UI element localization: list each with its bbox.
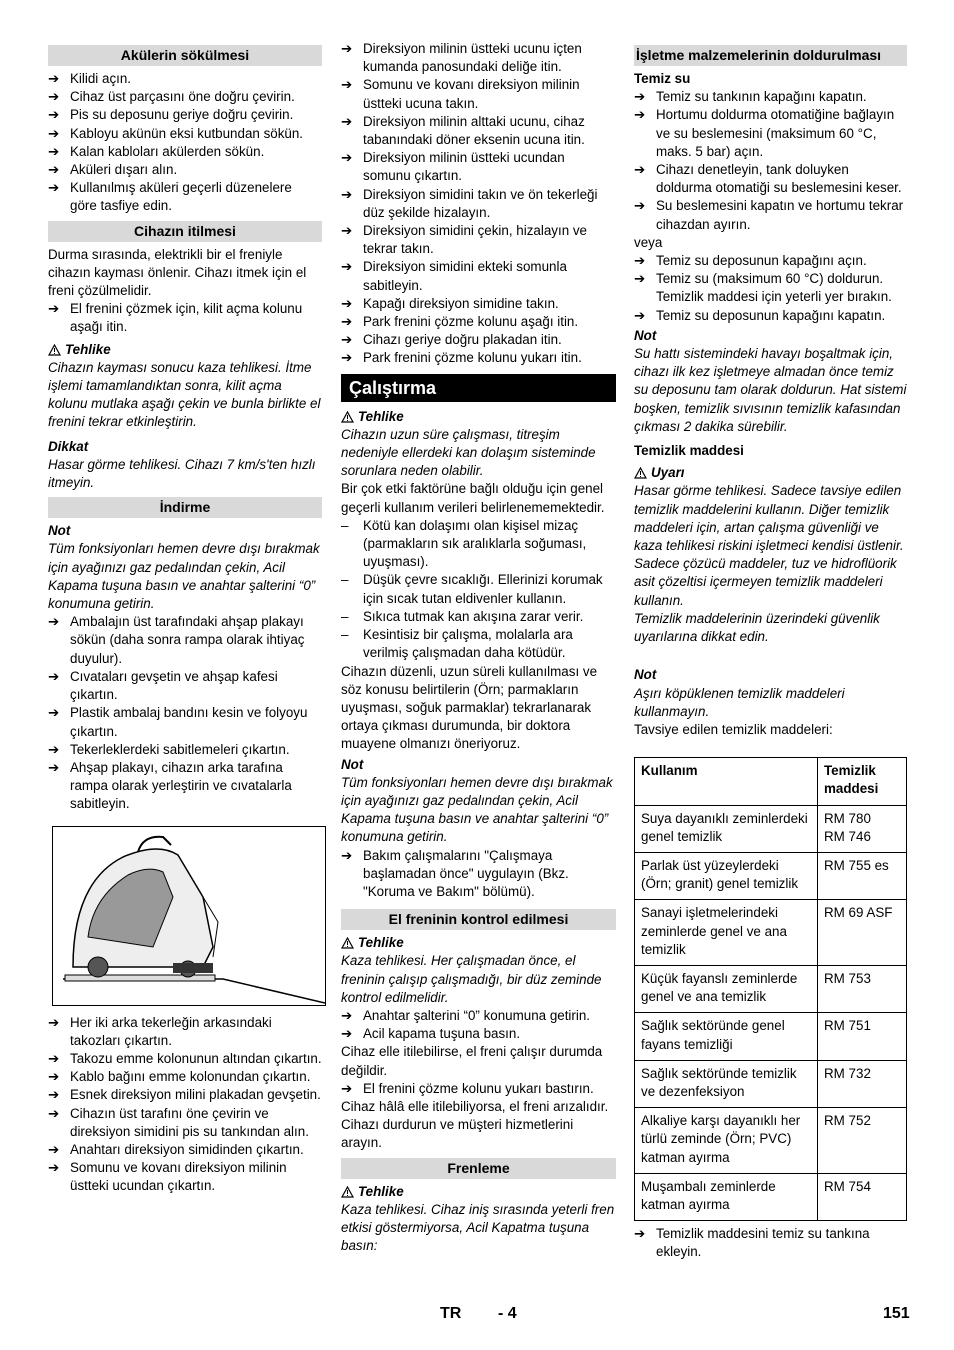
arrow-icon: ➔ xyxy=(341,150,353,166)
arrow-icon: ➔ xyxy=(48,301,60,317)
step-item: ➔ Her iki arka tekerleğin arkasındaki takozları çıkartın. xyxy=(48,1014,272,1048)
dikkat-text: Hasar görme tehlikesi. Cihazı 7 km/s'ten hızlı itmeyin. xyxy=(48,456,316,491)
arrow-icon: ➔ xyxy=(634,1226,646,1242)
warning-text: Kaza tehlikesi. Her çalışmadan önce, el freninin çalışıp çalışmadığı, bir düz zeminde kontrol edilmelidir. xyxy=(341,953,602,1005)
dash-bullet-icon: – xyxy=(341,608,349,624)
warning-triangle-icon xyxy=(48,344,61,356)
arrow-icon: ➔ xyxy=(48,71,60,86)
step-item: ➔ Anahtarı direksiyon simidinden çıkartın. xyxy=(48,1141,322,1159)
usage-cell: Parlak üst yüzeylerdeki (Örn; granit) genel temizlik xyxy=(635,852,818,899)
arrow-icon: ➔ xyxy=(48,89,60,105)
agent-cell: RM 751 xyxy=(818,1013,907,1060)
column-3 xyxy=(634,40,907,1262)
paragraph: Cihaz hâlâ elle itilebiliyorsa, el freni arızalıdır. Cihazı durdurun ve müşteri hizmetlerini arayın. xyxy=(341,1098,609,1151)
arrow-icon: ➔ xyxy=(634,162,646,178)
step-item: ➔ Tekerleklerdeki sabitlemeleri çıkartın. xyxy=(48,741,322,759)
step-item: ➔ Somunu ve kovanı direksiyon milinin üstteki ucundan çıkartın. xyxy=(48,1160,287,1194)
step-list xyxy=(48,70,322,216)
step-item: ➔ Somunu ve kovanı direksiyon milinin üstteki ucuna takın. xyxy=(341,77,580,111)
table-row xyxy=(635,1013,907,1060)
step-item: ➔ El frenini çözmek için, kilit açma kolunu aşağı itin. xyxy=(48,301,303,335)
table-row xyxy=(635,852,907,899)
agent-cell: RM 753 xyxy=(818,965,907,1012)
step-item: ➔ Kabloyu akünün eksi kutbundan sökün. xyxy=(48,125,322,143)
agent-cell: RM 754 xyxy=(818,1173,907,1220)
dikkat-label: Dikkat xyxy=(48,438,89,454)
section-title-indirme: İndirme xyxy=(48,497,322,518)
dash-bullet-icon: – xyxy=(341,627,349,643)
agent-cell: RM 732 xyxy=(818,1060,907,1107)
dash-bullet-icon: – xyxy=(341,517,349,533)
arrow-icon: ➔ xyxy=(48,1014,60,1030)
warning-triangle-icon xyxy=(634,467,647,479)
subheading-temiz-su: Temiz su xyxy=(634,71,691,86)
usage-cell: Sağlık sektöründe genel fayans temizliği xyxy=(635,1013,818,1060)
warning-label: Tehlike xyxy=(341,934,616,952)
step-item: ➔ Aküleri dışarı alın. xyxy=(48,161,322,179)
step-item: ➔ Direksiyon milinin üstteki ucundan somunu çıkartın. xyxy=(341,150,565,184)
arrow-icon: ➔ xyxy=(341,314,353,330)
step-item: ➔ Kapağı direksiyon simidine takın. xyxy=(341,295,616,313)
step-item: ➔ Bakım çalışmalarını "Çalışmaya başlamadan önce" uygulayın (Bkz. "Koruma ve Bakım" bölümü). xyxy=(341,847,569,899)
table-row xyxy=(635,1108,907,1174)
arrow-icon: ➔ xyxy=(341,295,353,311)
arrow-icon: ➔ xyxy=(48,162,60,178)
step-item: ➔ Cihazın üst tarafını öne çevirin ve direksiyon simidini pis su tankından alın. xyxy=(48,1105,309,1139)
arrow-icon: ➔ xyxy=(48,741,60,757)
paragraph: Durma sırasında, elektrikli bir el freniyle cihazın kayması önlenir. Cihazı itmek için el freni çözülmelidir. xyxy=(48,246,307,299)
table-row xyxy=(635,900,907,966)
arrow-icon: ➔ xyxy=(634,198,646,214)
not-text: Su hattı sistemindeki havayı boşaltmak için, cihazı ilk kez işletmeye almadan önce temiz su deposunu tam olarak doldurun. Hat sistemi boşken, temizlik sıvısının temizlik kafasından çıkması 2 dakika sürebilir. xyxy=(634,346,907,434)
warning-text: Kaza tehlikesi. Cihaz iniş sırasında yeterli fren etkisi göstermiyorsa, Acil Kapatma tuşuna basın: xyxy=(341,1201,615,1254)
warning-text: Hasar görme tehlikesi. Sadece tavsiye edilen temizlik maddelerini kullanın. Diğer temizlik maddeleri için, artan çalışma güvenliği ve kaza tehlikesi riskini işletmeci kendisi üstlenir. xyxy=(634,483,904,554)
paragraph: Cihaz elle itilebilirse, el freni çalışır durumda değildir. xyxy=(341,1044,603,1078)
step-item: ➔ Hortumu doldurma otomatiğine bağlayın ve su beslemesini (maksimum 60 °C, maks. 5 bar) açın. xyxy=(634,107,895,159)
machine-illustration xyxy=(53,827,325,1005)
language-code: TR xyxy=(440,1305,462,1322)
arrow-icon: ➔ xyxy=(48,1069,60,1085)
dash-list xyxy=(341,517,616,663)
page-footer xyxy=(0,1305,954,1329)
arrow-icon: ➔ xyxy=(341,113,353,129)
not-label: Not xyxy=(341,756,364,772)
table-row xyxy=(635,805,907,852)
warning-text: Sadece çözücü maddeler, tuz ve hidroflüorik asit çözeltisi içermeyen temizlik maddeleri kullanın. xyxy=(634,556,897,608)
arrow-icon: ➔ xyxy=(48,705,60,721)
not-label: Not xyxy=(634,327,657,343)
warning-text: Cihazın kayması sonucu kaza tehlikesi. İtme işlemi tamamlandıktan sonra, kilit açma kolunu mutlaka aşağı çekin ve bunla birlikte el frenini tekrar etkinleştirin. xyxy=(48,359,321,430)
step-list xyxy=(48,1014,322,1196)
section-title-frenleme: Frenleme xyxy=(341,1158,616,1179)
arrow-icon: ➔ xyxy=(48,668,60,684)
step-list xyxy=(341,1007,616,1043)
section-title-el-freni: El freninin kontrol edilmesi xyxy=(341,909,616,930)
step-item: ➔ Ahşap plakayı, cihazın arka tarafına rampa olarak yerleştirin ve cıvatalarla sabitleyin. xyxy=(48,759,292,812)
step-item: ➔ Direksiyon simidini çekin, hizalayın ve tekrar takın. xyxy=(341,223,588,257)
step-item: ➔ El frenini çözme kolunu yukarı bastırın. xyxy=(341,1080,616,1098)
arrow-icon: ➔ xyxy=(341,332,353,348)
table-header-row xyxy=(635,758,907,805)
step-item: ➔ Kilidi açın. xyxy=(48,70,322,88)
table-header-cell: Temizlik maddesi xyxy=(818,758,907,805)
arrow-icon: ➔ xyxy=(48,1141,60,1157)
section-title-akulerin-sokulmesi: Akülerin sökülmesi xyxy=(48,45,322,66)
step-item: ➔ Pis su deposunu geriye doğru çevirin. xyxy=(48,106,322,124)
warning-triangle-icon xyxy=(341,1186,354,1198)
usage-cell: Sağlık sektöründe temizlik ve dezenfeksiyon xyxy=(635,1060,818,1107)
step-item: ➔ Park frenini çözme kolunu yukarı itin. xyxy=(341,349,616,367)
agent-cell: RM 69 ASF xyxy=(818,900,907,966)
step-item: ➔ Kalan kabloları akülerden sökün. xyxy=(48,143,322,161)
step-item: ➔ Direksiyon milinin alttaki ucunu, cihaz tabanındaki döner eksenin ucuna itin. xyxy=(341,113,585,148)
arrow-icon: ➔ xyxy=(341,847,353,863)
arrow-icon: ➔ xyxy=(634,107,646,123)
cleaning-agents-table xyxy=(634,757,907,1221)
arrow-icon: ➔ xyxy=(48,1105,60,1121)
page-number: 151 xyxy=(883,1305,910,1322)
step-item: ➔ Esnek direksiyon milini plakadan gevşetin. xyxy=(48,1086,322,1104)
agent-cell: RM 780 RM 746 xyxy=(818,805,907,852)
step-item: ➔ Cihazı geriye doğru plakadan itin. xyxy=(341,331,616,349)
not-text: Aşırı köpüklenen temizlik maddeleri kullanmayın. xyxy=(634,685,845,719)
table-row xyxy=(635,1173,907,1220)
usage-cell: Suya dayanıklı zeminlerdeki genel temizlik xyxy=(635,805,818,852)
arrow-icon: ➔ xyxy=(341,350,353,366)
usage-cell: Muşambalı zeminlerde katman ayırma xyxy=(635,1173,818,1220)
main-title-calistirma: Çalıştırma xyxy=(341,374,616,402)
arrow-icon: ➔ xyxy=(48,1050,60,1066)
step-item: ➔ Temizlik maddesini temiz su tankına ekleyin. xyxy=(634,1226,870,1260)
column-1 xyxy=(48,40,322,1196)
arrow-icon: ➔ xyxy=(634,253,646,269)
dash-item: – Düşük çevre sıcaklığı. Ellerinizi korumak için sıcak tutan eldivenler kullanın. xyxy=(341,572,603,606)
agent-cell: RM 752 xyxy=(818,1108,907,1174)
not-label: Not xyxy=(634,667,657,683)
usage-cell: Sanayi işletmelerindeki zeminlerde genel ve ana temizlik xyxy=(635,900,818,966)
warning-text: Temizlik maddelerinin üzerindeki güvenlik uyarılarına dikkat edin. xyxy=(634,610,880,645)
not-label: Not xyxy=(48,523,71,539)
table-row xyxy=(635,1060,907,1107)
paragraph: Bir çok etki faktörüne bağlı olduğu için genel geçerli kullanım verileri belirlenememektedir. xyxy=(341,481,605,515)
warning-triangle-icon xyxy=(341,937,354,949)
step-item: ➔ Temiz su tankının kapağını kapatın. xyxy=(634,88,907,106)
step-item: ➔ Direksiyon simidini ekteki somunla sabitleyin. xyxy=(341,259,567,293)
warning-triangle-icon xyxy=(341,411,354,423)
step-list xyxy=(341,40,616,368)
step-list xyxy=(634,252,907,325)
arrow-icon: ➔ xyxy=(341,1080,353,1096)
step-item: ➔ Kullanılmış aküleri geçerli düzenelere göre tasfiye edin. xyxy=(48,180,292,214)
arrow-icon: ➔ xyxy=(48,759,60,775)
step-item: ➔ Ambalajın üst tarafındaki ahşap plakayı sökün (daha sonra rampa olarak ihtiyaç duyulur). xyxy=(48,614,305,666)
arrow-icon: ➔ xyxy=(48,1087,60,1103)
warning-label: Tehlike xyxy=(48,341,322,359)
step-item: ➔ Su beslemesini kapatın ve hortumu tekrar cihazdan ayırın. xyxy=(634,198,904,232)
arrow-icon: ➔ xyxy=(48,614,60,630)
not-text: Tüm fonksiyonları hemen devre dışı bırakmak için ayağınızı gaz pedalından çekin, Acil Kapama tuşuna basın ve anahtar şalterini “0” konumuna getirin. xyxy=(341,774,613,845)
arrow-icon: ➔ xyxy=(341,259,353,275)
dash-item: – Kesintisiz bir çalışma, molalarla ara verilmiş çalışmadan daha kötüdür. xyxy=(341,627,573,661)
arrow-icon: ➔ xyxy=(48,180,60,196)
step-item: ➔ Kablo bağını emme kolonundan çıkartın. xyxy=(48,1068,322,1086)
uyari-label: Uyarı xyxy=(634,464,907,482)
step-item: ➔ Temiz su deposunun kapağını kapatın. xyxy=(634,307,907,325)
arrow-icon: ➔ xyxy=(341,223,353,239)
machine-on-ramp-illustration xyxy=(52,826,326,1006)
usage-cell: Alkaliye karşı dayanıklı her türlü zeminde (Örn; PVC) katman ayırma xyxy=(635,1108,818,1174)
subheading-temizlik-maddesi: Temizlik maddesi xyxy=(634,443,744,459)
arrow-icon: ➔ xyxy=(634,89,646,105)
step-item: ➔ Plastik ambalaj bandını kesin ve folyoyu çıkartın. xyxy=(48,705,308,739)
step-item: ➔ Temiz su deposunun kapağını açın. xyxy=(634,252,907,270)
step-item: ➔ Cıvataları gevşetin ve ahşap kafesi çıkartın. xyxy=(48,668,278,703)
step-item: ➔ Park frenini çözme kolunu aşağı itin. xyxy=(341,313,616,331)
column-2 xyxy=(341,40,616,1255)
section-title-cihazin-itilmesi: Cihazın itilmesi xyxy=(48,221,322,242)
dash-bullet-icon: – xyxy=(341,572,349,588)
arrow-icon: ➔ xyxy=(48,1160,60,1176)
agent-cell: RM 755 es xyxy=(818,852,907,899)
dash-item: – Kötü kan dolaşımı olan kişisel mizaç (parmakların sık aralıklarla soğuması, uyuşması). xyxy=(341,517,587,570)
arrow-icon: ➔ xyxy=(341,186,353,202)
dash-item: – Sıkıca tutmak kan akışına zarar verir. xyxy=(341,608,616,626)
step-item: ➔ Takozu emme kolonunun altından çıkartın. xyxy=(48,1050,322,1068)
step-list xyxy=(48,613,322,813)
warning-label: Tehlike xyxy=(341,408,616,426)
arrow-icon: ➔ xyxy=(341,1026,353,1042)
section-title-isletme-malzemeleri: İşletme malzemelerinin doldurulması xyxy=(634,45,907,66)
arrow-icon: ➔ xyxy=(634,307,646,323)
step-item: ➔ Acil kapama tuşuna basın. xyxy=(341,1025,616,1043)
not-text: Tüm fonksiyonları hemen devre dışı bırakmak için ayağınızı gaz pedalından çekin, Acil Kapama tuşuna basın ve anahtar şalterini “0” konumuna getirin. xyxy=(48,541,320,612)
step-item: ➔ Direksiyon simidini takın ve ön tekerleği düz şekilde hizalayın. xyxy=(341,186,598,220)
step-item: ➔ Cihaz üst parçasını öne doğru çevirin. xyxy=(48,88,322,106)
table-header-cell: Kullanım xyxy=(635,758,818,805)
arrow-icon: ➔ xyxy=(341,41,353,56)
arrow-icon: ➔ xyxy=(634,271,646,287)
paragraph: Cihazın düzenli, uzun süreli kullanılması ve söz konusu belirtilerin (Örn; parmakların uyuşması, soğuk parmaklar) tekrarlanarak ortaya çıkması durumunda, bir doktora muayene olmanızı öneriyoruz. xyxy=(341,663,598,752)
paragraph: Tavsiye edilen temizlik maddeleri: xyxy=(634,721,833,737)
arrow-icon: ➔ xyxy=(48,107,60,123)
section-page: - 4 xyxy=(498,1305,517,1322)
step-list xyxy=(634,88,907,234)
arrow-icon: ➔ xyxy=(341,77,353,93)
usage-cell: Küçük fayanslı zeminlerde genel ve ana temizlik xyxy=(635,965,818,1012)
arrow-icon: ➔ xyxy=(48,125,60,141)
step-item: ➔ Anahtar şalterini “0” konumuna getirin. xyxy=(341,1007,616,1025)
arrow-icon: ➔ xyxy=(341,1007,353,1023)
step-item: ➔ Cihazı denetleyin, tank doluyken doldurma otomatiği su beslemesini keser. xyxy=(634,162,902,196)
step-item: ➔ Temiz su (maksimum 60 °C) doldurun. Temizlik maddesi için yeterli yer bırakın. xyxy=(634,271,892,305)
veya-text: veya xyxy=(634,234,663,250)
table-row xyxy=(635,965,907,1012)
warning-label: Tehlike xyxy=(341,1183,616,1201)
step-item: ➔ Direksiyon milinin üstteki ucunu içten kumanda panosundaki deliğe itin. xyxy=(341,41,582,75)
warning-text: Cihazın uzun süre çalışması, titreşim nedeniyle ellerdeki kan dolaşım sisteminde sorunlara neden olabilir. xyxy=(341,426,596,479)
arrow-icon: ➔ xyxy=(48,143,60,159)
